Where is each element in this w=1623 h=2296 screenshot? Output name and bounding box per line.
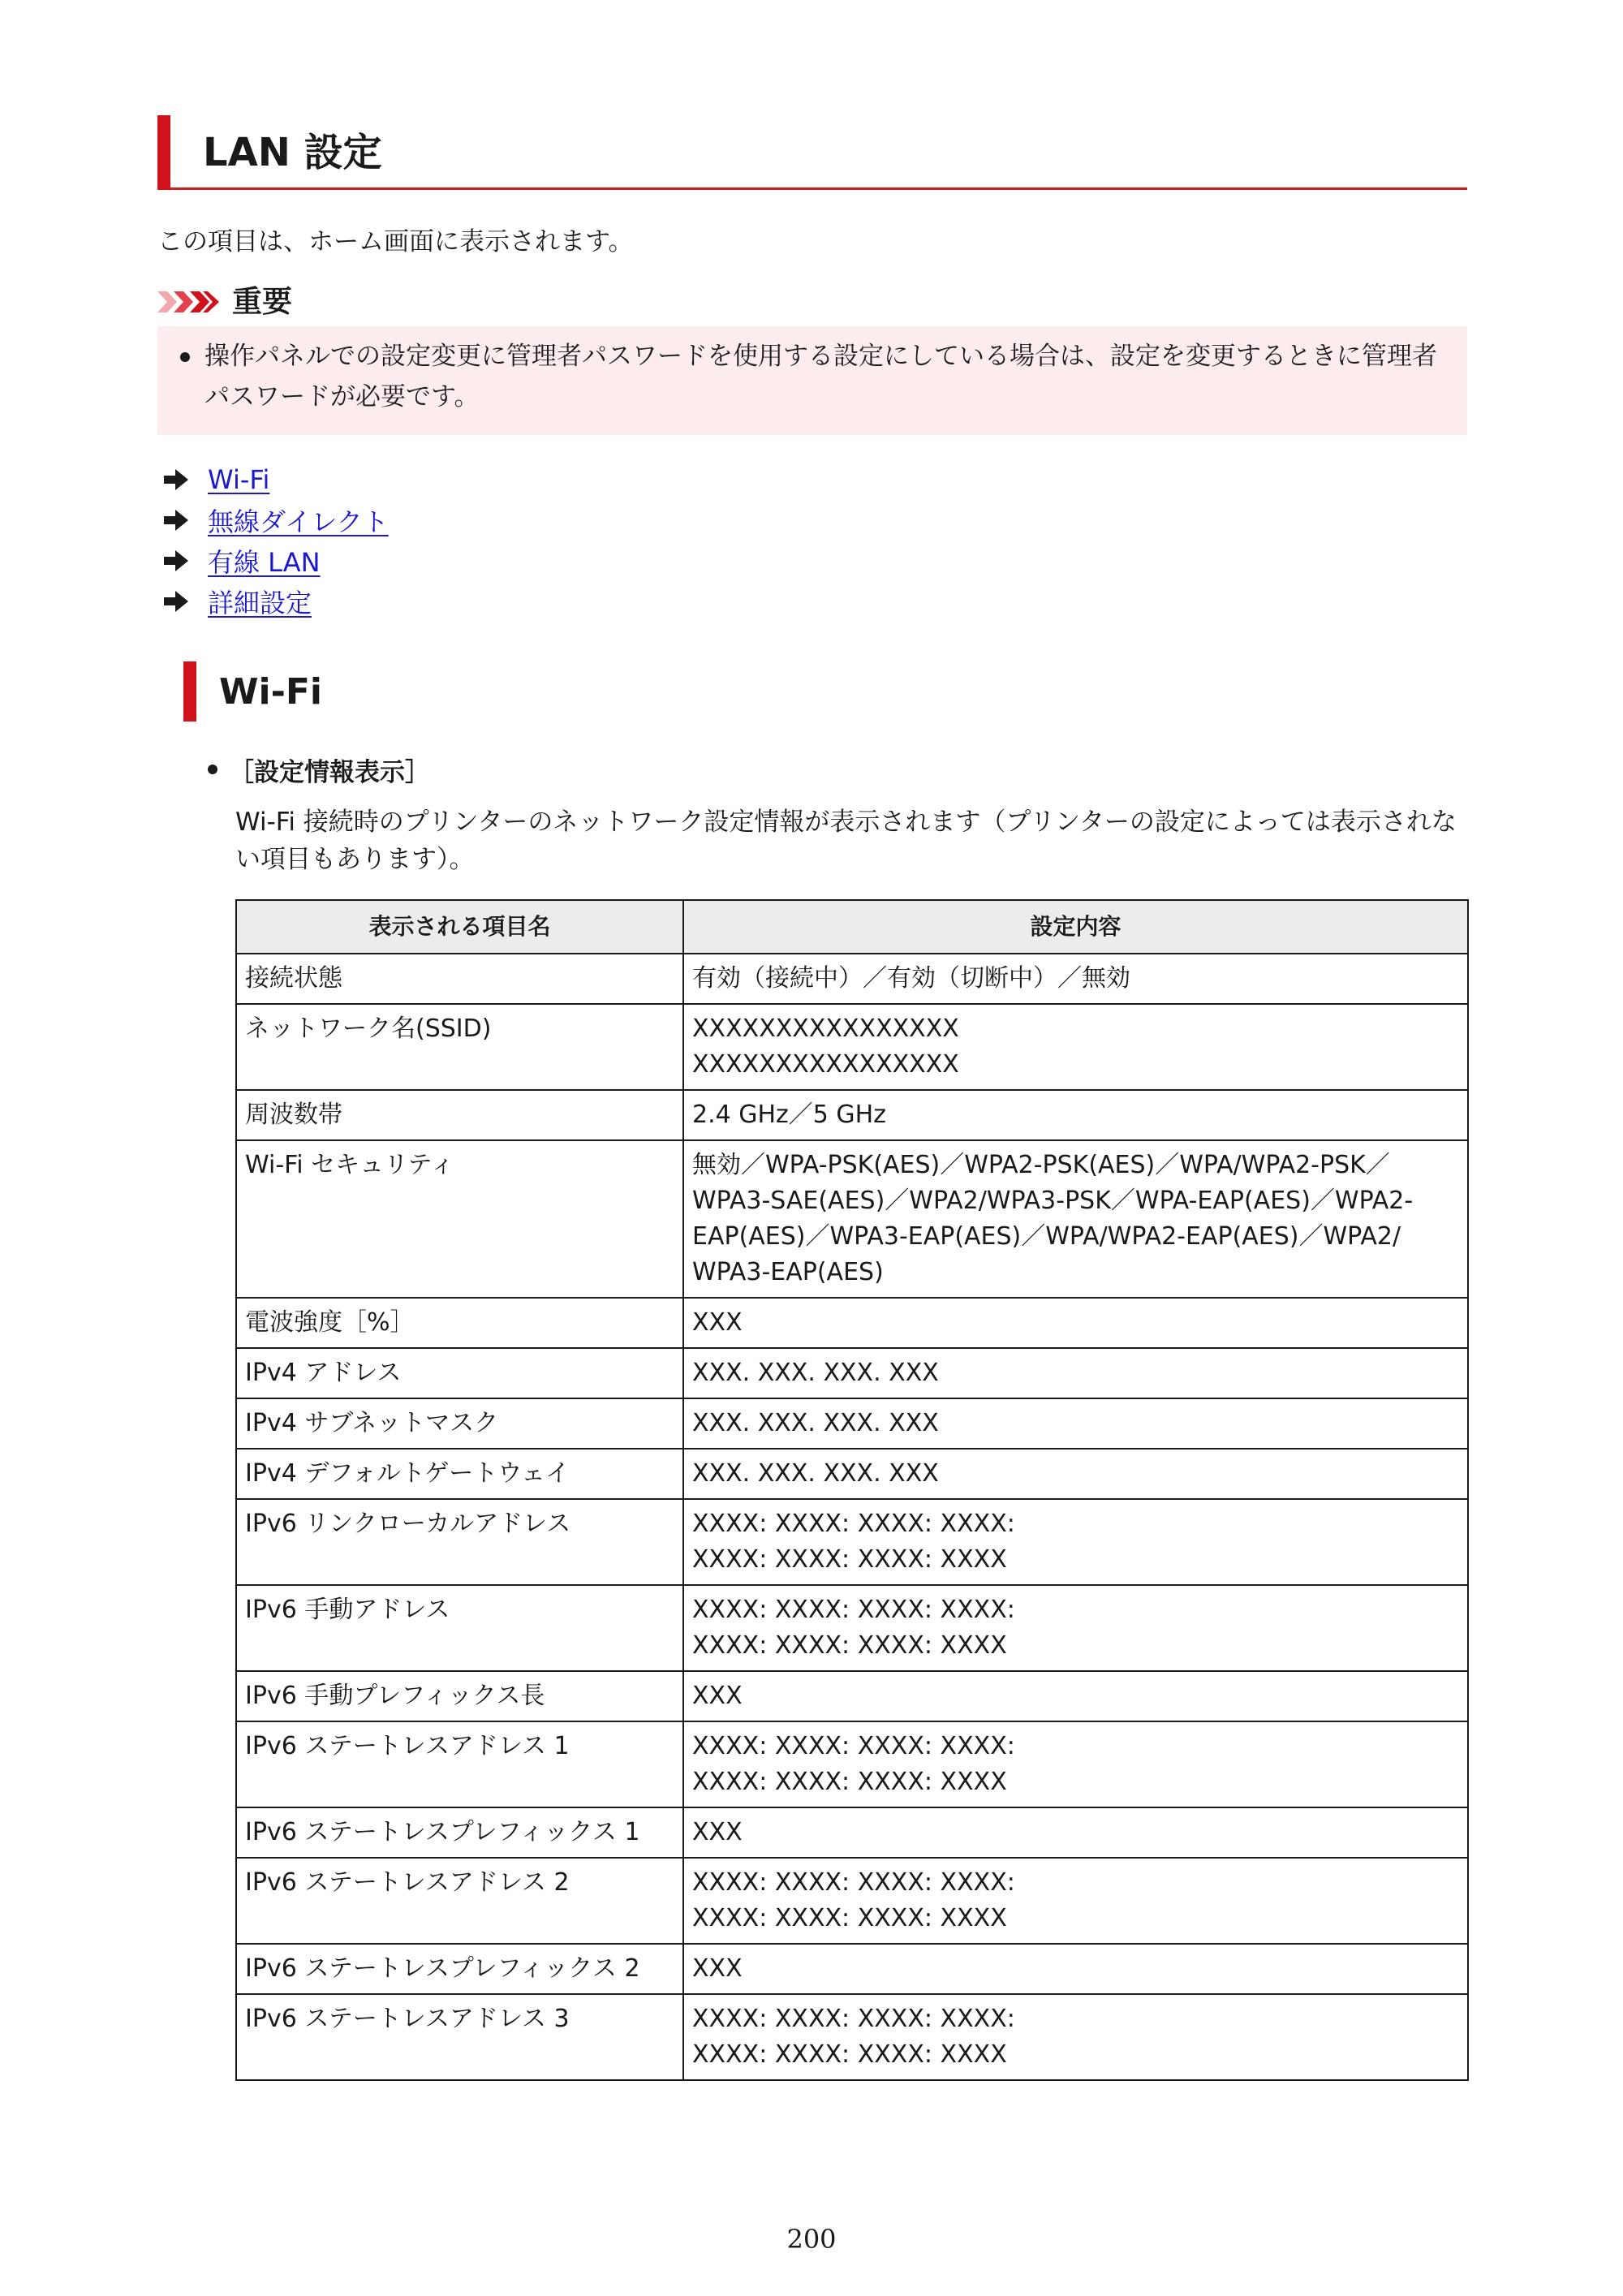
setting-line: XXXX: XXXX: XXXX: XXXX bbox=[692, 1631, 1007, 1660]
table-cell-setting bbox=[683, 954, 1468, 1004]
setting-line: XXXXXXXXXXXXXXXX bbox=[692, 1050, 959, 1079]
page-heading bbox=[157, 115, 1467, 190]
triple-chevron-right-icon bbox=[157, 290, 222, 314]
table-cell-item-name: IPv4 デフォルトゲートウェイ bbox=[236, 1449, 683, 1499]
column-header-item-name: 表示される項目名 bbox=[236, 900, 683, 954]
link-item bbox=[157, 541, 389, 581]
settings-info-label: ［設定情報表示］ bbox=[229, 757, 430, 787]
table-cell-item-name: Wi-Fi セキュリティ bbox=[236, 1140, 683, 1298]
table-cell-setting bbox=[683, 1721, 1468, 1807]
setting-line: XXXX: XXXX: XXXX: XXXX: bbox=[692, 1732, 1015, 1760]
setting-line: XXXX: XXXX: XXXX: XXXX bbox=[692, 1904, 1007, 1932]
section-title: Wi-Fi bbox=[219, 671, 323, 713]
table-row bbox=[236, 1585, 1468, 1671]
table-row bbox=[236, 954, 1468, 1004]
table-cell-setting bbox=[683, 1994, 1468, 2080]
page-title: LAN 設定 bbox=[203, 130, 382, 175]
link-advanced-settings[interactable]: 詳細設定 bbox=[208, 588, 312, 618]
table-row bbox=[236, 1858, 1468, 1944]
column-header-setting: 設定内容 bbox=[683, 900, 1468, 954]
table-header-row bbox=[236, 900, 1468, 954]
table-row bbox=[236, 1721, 1468, 1807]
page-number: 200 bbox=[786, 2224, 837, 2255]
table-cell-setting bbox=[683, 1499, 1468, 1585]
link-wired-lan[interactable]: 有線 LAN bbox=[208, 547, 321, 578]
table-row bbox=[236, 1671, 1468, 1721]
bullet-icon bbox=[208, 765, 217, 774]
setting-line: XXX. XXX. XXX. XXX bbox=[692, 1459, 939, 1488]
setting-line: 2.4 GHz／5 GHz bbox=[692, 1101, 886, 1129]
important-label: 重要 bbox=[232, 284, 292, 319]
table-row bbox=[236, 1449, 1468, 1499]
link-wifi[interactable]: Wi-Fi bbox=[208, 464, 270, 495]
setting-line: WPA3-EAP(AES) bbox=[692, 1258, 884, 1286]
section-description: Wi-Fi 接続時のプリンターのネットワーク設定情報が表示されます（プリンターの設定によっては表示されない項目もあります）。 bbox=[235, 808, 1457, 874]
setting-line: WPA3-SAE(AES)／WPA2/WPA3-PSK／WPA-EAP(AES)／WPA2- bbox=[692, 1187, 1414, 1215]
table-cell-setting bbox=[683, 1671, 1468, 1721]
setting-line: XXXX: XXXX: XXXX: XXXX: bbox=[692, 1596, 1015, 1624]
setting-line: XXXX: XXXX: XXXX: XXXX: bbox=[692, 1510, 1015, 1538]
setting-line: XXX bbox=[692, 1818, 743, 1846]
setting-line: XXXX: XXXX: XXXX: XXXX bbox=[692, 2040, 1007, 2069]
table-row bbox=[236, 1140, 1468, 1298]
table-row bbox=[236, 1004, 1468, 1090]
setting-line: EAP(AES)／WPA3-EAP(AES)／WPA/WPA2-EAP(AES)／WPA2/ bbox=[692, 1222, 1401, 1251]
table-cell-item-name: ネットワーク名(SSID) bbox=[236, 1004, 683, 1090]
table-row bbox=[236, 1348, 1468, 1398]
setting-line: XXXX: XXXX: XXXX: XXXX bbox=[692, 1545, 1007, 1574]
settings-table bbox=[235, 899, 1469, 2081]
table-cell-setting bbox=[683, 1298, 1468, 1348]
table-cell-setting bbox=[683, 1449, 1468, 1499]
table-cell-item-name: IPv6 リンクローカルアドレス bbox=[236, 1499, 683, 1585]
table-row bbox=[236, 1944, 1468, 1994]
table-row bbox=[236, 1090, 1468, 1140]
setting-line: XXXX: XXXX: XXXX: XXXX: bbox=[692, 2005, 1015, 2033]
setting-line: XXXX: XXXX: XXXX: XXXX bbox=[692, 1768, 1007, 1796]
important-heading bbox=[157, 284, 292, 320]
table-cell-setting bbox=[683, 1090, 1468, 1140]
settings-info-item bbox=[208, 752, 430, 787]
setting-line: XXX. XXX. XXX. XXX bbox=[692, 1359, 939, 1387]
link-list bbox=[157, 459, 389, 622]
table-body bbox=[236, 954, 1468, 2080]
table-cell-item-name: IPv6 ステートレスプレフィックス 2 bbox=[236, 1944, 683, 1994]
important-item-text: 操作パネルでの設定変更に管理者パスワードを使用する設定にしている場合は、設定を変更するときに管理者パスワードが必要です。 bbox=[204, 342, 1437, 411]
setting-line: XXX. XXX. XXX. XXX bbox=[692, 1409, 939, 1437]
table-cell-item-name: 接続状態 bbox=[236, 954, 683, 1004]
table-cell-setting bbox=[683, 1858, 1468, 1944]
link-item bbox=[157, 500, 389, 541]
table-cell-item-name: IPv6 ステートレスプレフィックス 1 bbox=[236, 1807, 683, 1858]
setting-line: XXX bbox=[692, 1954, 743, 1983]
table-cell-setting bbox=[683, 1398, 1468, 1449]
table-cell-setting bbox=[683, 1807, 1468, 1858]
link-wireless-direct[interactable]: 無線ダイレクト bbox=[208, 506, 389, 537]
table-cell-item-name: IPv4 サブネットマスク bbox=[236, 1398, 683, 1449]
setting-line: 無効／WPA-PSK(AES)／WPA2-PSK(AES)／WPA/WPA2-PSK／ bbox=[692, 1151, 1390, 1179]
bullet-icon bbox=[180, 352, 190, 362]
table-cell-setting bbox=[683, 1944, 1468, 1994]
heading-accent-bar bbox=[157, 115, 170, 190]
section-accent-bar bbox=[183, 661, 196, 722]
table-cell-item-name: IPv6 手動アドレス bbox=[236, 1585, 683, 1671]
right-arrow-icon bbox=[164, 590, 192, 613]
table-cell-setting bbox=[683, 1004, 1468, 1090]
table-cell-item-name: IPv6 ステートレスアドレス 1 bbox=[236, 1721, 683, 1807]
setting-line: XXX bbox=[692, 1308, 743, 1337]
table-row bbox=[236, 1807, 1468, 1858]
table-cell-setting bbox=[683, 1348, 1468, 1398]
right-arrow-icon bbox=[164, 509, 192, 532]
table-row bbox=[236, 1298, 1468, 1348]
table-cell-item-name: IPv6 ステートレスアドレス 3 bbox=[236, 1994, 683, 2080]
table-cell-item-name: 電波強度［%］ bbox=[236, 1298, 683, 1348]
setting-line: XXXXXXXXXXXXXXXX bbox=[692, 1014, 959, 1043]
link-item bbox=[157, 581, 389, 622]
setting-line: XXX bbox=[692, 1682, 743, 1710]
table-cell-item-name: IPv4 アドレス bbox=[236, 1348, 683, 1398]
table-cell-item-name: IPv6 ステートレスアドレス 2 bbox=[236, 1858, 683, 1944]
table-row bbox=[236, 1499, 1468, 1585]
setting-line: 有効（接続中）／有効（切断中）／無効 bbox=[692, 964, 1130, 993]
intro-text: この項目は、ホーム画面に表示されます。 bbox=[157, 227, 634, 256]
table-cell-setting bbox=[683, 1140, 1468, 1298]
setting-line: XXXX: XXXX: XXXX: XXXX: bbox=[692, 1868, 1015, 1897]
table-cell-item-name: 周波数帯 bbox=[236, 1090, 683, 1140]
important-item bbox=[180, 336, 1454, 417]
link-item bbox=[157, 459, 389, 500]
important-box bbox=[157, 326, 1467, 435]
table-row bbox=[236, 1994, 1468, 2080]
table-row bbox=[236, 1398, 1468, 1449]
table-cell-setting bbox=[683, 1585, 1468, 1671]
table-cell-item-name: IPv6 手動プレフィックス長 bbox=[236, 1671, 683, 1721]
right-arrow-icon bbox=[164, 549, 192, 572]
right-arrow-icon bbox=[164, 468, 192, 491]
